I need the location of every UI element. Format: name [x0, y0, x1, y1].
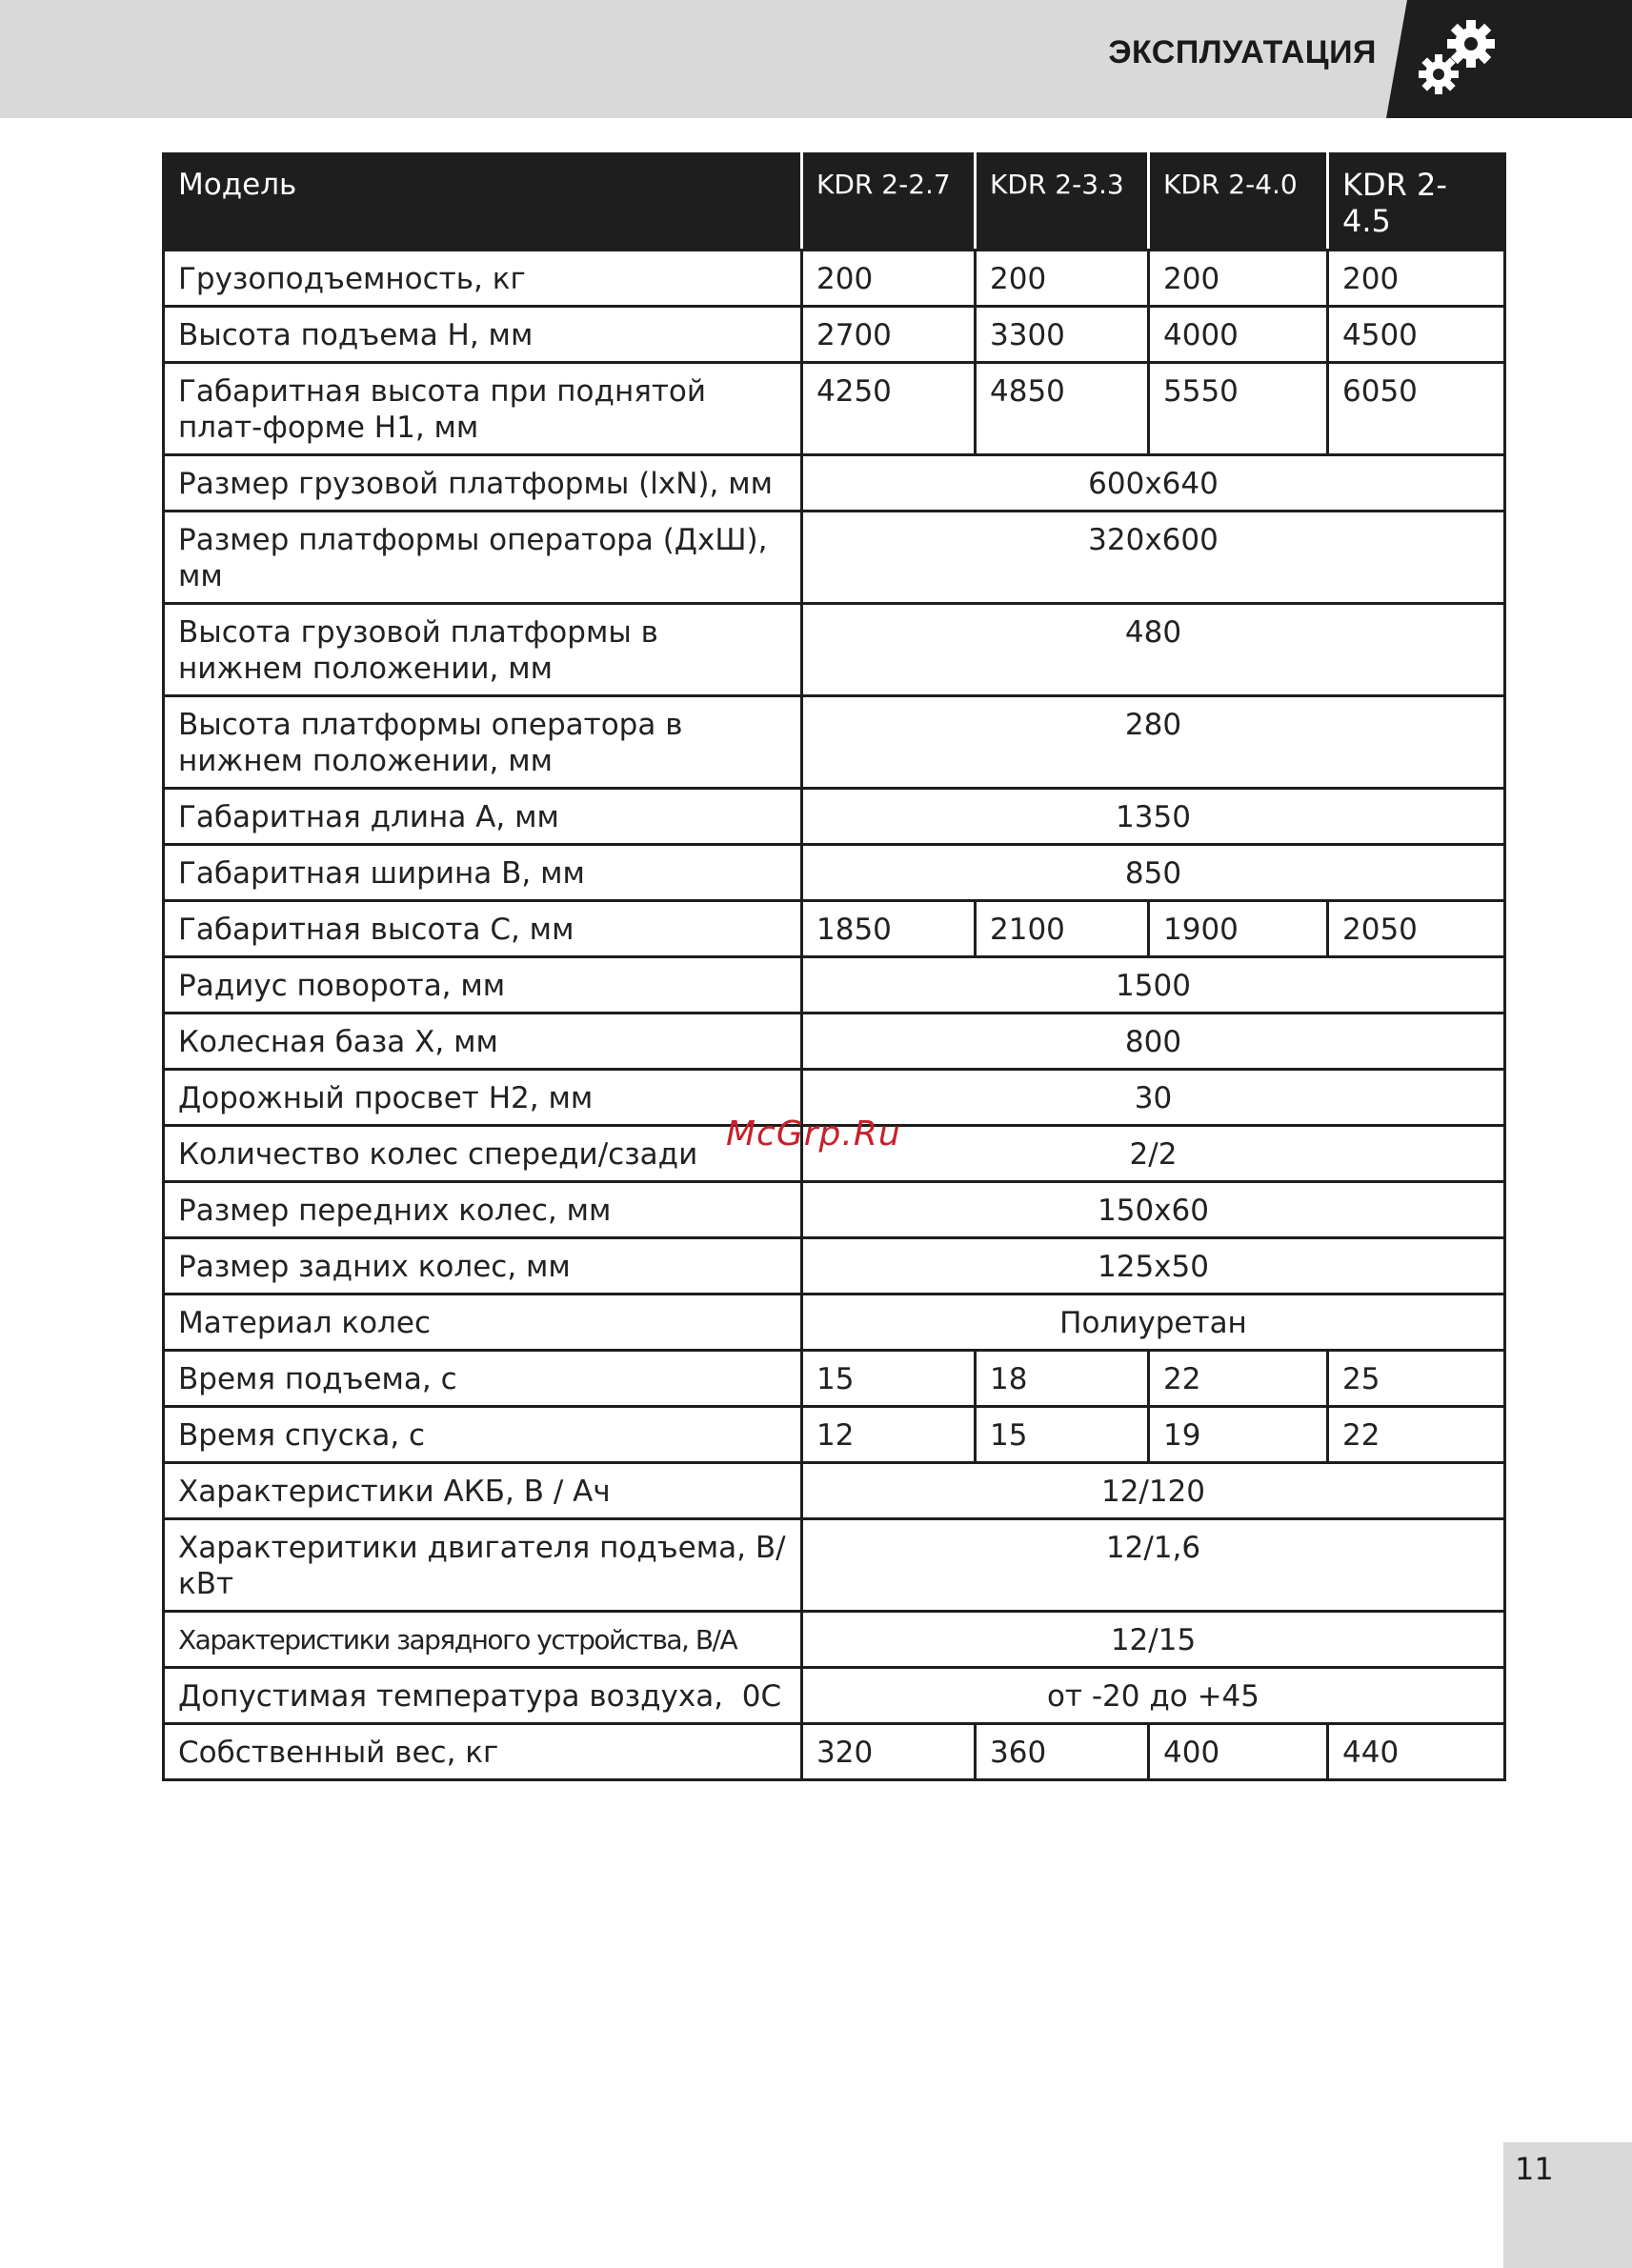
row-label: Габаритная ширина В, мм — [164, 845, 802, 901]
row-label: Дорожный просвет Н2, мм — [164, 1070, 802, 1126]
cell-value: 1900 — [1149, 901, 1328, 957]
row-label: Высота подъема Н, мм — [164, 307, 802, 363]
row-label: Размер задних колес, мм — [164, 1238, 802, 1295]
row-label: Габаритная длина А, мм — [164, 789, 802, 845]
table-row — [164, 789, 1505, 845]
table-row — [164, 1612, 1505, 1668]
table-row — [164, 512, 1505, 604]
cell-value-merged: 150х60 — [802, 1182, 1505, 1238]
header-band — [0, 0, 1632, 118]
row-label: Характеристики зарядного устройства, В/А — [164, 1612, 802, 1668]
row-label: Высота грузовой платформы в нижнем положении, мм — [164, 604, 802, 696]
cell-value: 360 — [976, 1724, 1149, 1780]
cell-value: 440 — [1328, 1724, 1505, 1780]
table-row — [164, 1238, 1505, 1295]
cell-value-merged: 800 — [802, 1014, 1505, 1070]
cell-value-merged: Полиуретан — [802, 1295, 1505, 1351]
cell-value-merged: 320х600 — [802, 512, 1505, 604]
table-row — [164, 901, 1505, 957]
table-row — [164, 696, 1505, 789]
header-label-model: Модель — [164, 154, 802, 251]
table-row — [164, 1519, 1505, 1612]
table-row — [164, 604, 1505, 696]
cell-value-merged: от -20 до +45 — [802, 1668, 1505, 1724]
row-label: Характеритики двигателя подъема, В/кВт — [164, 1519, 802, 1612]
row-label: Время спуска, с — [164, 1407, 802, 1463]
cell-value: 12 — [802, 1407, 976, 1463]
row-label: Размер передних колес, мм — [164, 1182, 802, 1238]
cell-value: 4000 — [1149, 307, 1328, 363]
cell-value-merged: 600х640 — [802, 455, 1505, 512]
row-label: Время подъема, с — [164, 1351, 802, 1407]
cell-value-merged: 1500 — [802, 957, 1505, 1014]
header-model: KDR 2-4.0 — [1149, 154, 1328, 251]
cell-value: 4500 — [1328, 307, 1505, 363]
row-label: Материал колес — [164, 1295, 802, 1351]
row-label: Размер грузовой платформы (lxN), мм — [164, 455, 802, 512]
cell-value: 4850 — [976, 363, 1149, 455]
cell-value-merged: 30 — [802, 1070, 1505, 1126]
cell-value: 6050 — [1328, 363, 1505, 455]
cell-value-merged: 2/2 — [802, 1126, 1505, 1182]
cell-value: 22 — [1149, 1351, 1328, 1407]
table-row — [164, 1668, 1505, 1724]
cell-value: 18 — [976, 1351, 1149, 1407]
header-model: KDR 2-2.7 — [802, 154, 976, 251]
table-row — [164, 363, 1505, 455]
row-label: Собственный вес, кг — [164, 1724, 802, 1780]
cell-value: 400 — [1149, 1724, 1328, 1780]
table-row — [164, 1014, 1505, 1070]
cell-value: 4250 — [802, 363, 976, 455]
cell-value: 320 — [802, 1724, 976, 1780]
row-label: Колесная база Х, мм — [164, 1014, 802, 1070]
gears-icon — [1408, 11, 1513, 103]
row-label: Радиус поворота, мм — [164, 957, 802, 1014]
row-label: Размер платформы оператора (ДхШ), мм — [164, 512, 802, 604]
table-row — [164, 845, 1505, 901]
row-label: Грузоподъемность, кг — [164, 251, 802, 307]
table-row — [164, 307, 1505, 363]
cell-value-merged: 125х50 — [802, 1238, 1505, 1295]
cell-value: 15 — [976, 1407, 1149, 1463]
header-model: KDR 2-4.5 — [1328, 154, 1505, 251]
cell-value: 5550 — [1149, 363, 1328, 455]
table-row — [164, 251, 1505, 307]
cell-value: 2050 — [1328, 901, 1505, 957]
table-row — [164, 1182, 1505, 1238]
cell-value: 200 — [976, 251, 1149, 307]
section-title: ЭКСПЛУАТАЦИЯ — [1108, 34, 1377, 70]
cell-value: 2700 — [802, 307, 976, 363]
cell-value: 19 — [1149, 1407, 1328, 1463]
cell-value: 200 — [1149, 251, 1328, 307]
row-label: Габаритная высота С, мм — [164, 901, 802, 957]
row-label: Количество колес спереди/сзади — [164, 1126, 802, 1182]
cell-value: 200 — [1328, 251, 1505, 307]
cell-value: 25 — [1328, 1351, 1505, 1407]
specifications-table — [162, 152, 1506, 1781]
table-row — [164, 1295, 1505, 1351]
table-row — [164, 1351, 1505, 1407]
table-row — [164, 455, 1505, 512]
table-row — [164, 1724, 1505, 1780]
cell-value-merged: 12/15 — [802, 1612, 1505, 1668]
cell-value: 22 — [1328, 1407, 1505, 1463]
cell-value-merged: 280 — [802, 696, 1505, 789]
cell-value: 1850 — [802, 901, 976, 957]
cell-value-merged: 12/1,6 — [802, 1519, 1505, 1612]
table-row — [164, 1407, 1505, 1463]
cell-value: 3300 — [976, 307, 1149, 363]
table-header-row — [164, 154, 1505, 251]
table-row — [164, 957, 1505, 1014]
cell-value: 200 — [802, 251, 976, 307]
row-label: Характеристики АКБ, В / Ач — [164, 1463, 802, 1519]
page-number: 11 — [1515, 2151, 1554, 2187]
cell-value-merged: 1350 — [802, 789, 1505, 845]
cell-value-merged: 12/120 — [802, 1463, 1505, 1519]
watermark: McGrp.Ru — [726, 1114, 901, 1154]
cell-value: 15 — [802, 1351, 976, 1407]
header-model: KDR 2-3.3 — [976, 154, 1149, 251]
row-label: Высота платформы оператора в нижнем положении, мм — [164, 696, 802, 789]
row-label: Допустимая температура воздуха, 0С — [164, 1668, 802, 1724]
row-label: Габаритная высота при поднятой плат-форме Н1, мм — [164, 363, 802, 455]
table-row — [164, 1463, 1505, 1519]
cell-value-merged: 850 — [802, 845, 1505, 901]
cell-value: 2100 — [976, 901, 1149, 957]
cell-value-merged: 480 — [802, 604, 1505, 696]
